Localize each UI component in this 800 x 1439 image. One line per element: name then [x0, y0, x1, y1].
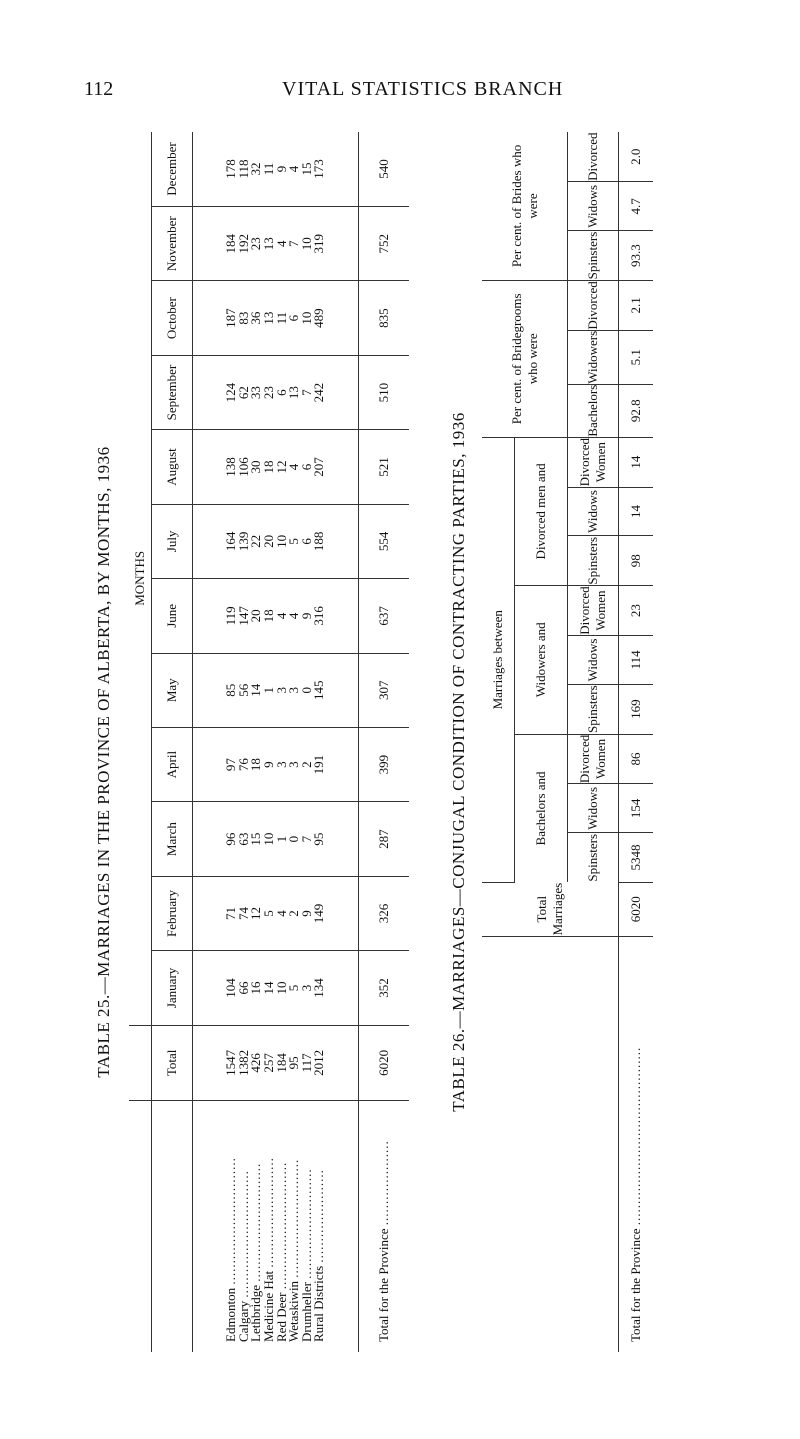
month-values-cell	[193, 355, 359, 429]
total-row-value: 540	[359, 132, 410, 207]
sub-header: Spinsters	[568, 833, 619, 883]
month-header: October	[152, 281, 193, 355]
month-value: 134	[311, 978, 327, 998]
data-value: 92.8	[619, 384, 654, 437]
month-value: 3	[286, 761, 302, 768]
sub-header: Divorced Women	[568, 586, 619, 636]
month-value: 18	[260, 609, 276, 623]
month-value: 316	[311, 606, 327, 626]
total-row-value: 352	[359, 951, 410, 1025]
month-values-cell	[193, 504, 359, 578]
month-value: 20	[248, 609, 264, 623]
data-value: 98	[619, 536, 654, 586]
page-number: 112	[84, 78, 114, 100]
table-26-caption: TABLE 26.—MARRIAGES—CONJUGAL CONDITION OF CONTRACTING PARTIES, 1936	[449, 412, 468, 1112]
month-value: 7	[286, 240, 302, 247]
month-value: 9	[298, 910, 314, 917]
month-value: 6	[298, 463, 314, 471]
month-value: 139	[235, 531, 251, 552]
total-value: 184	[273, 1053, 289, 1073]
month-value: 188	[311, 531, 327, 552]
month-value: 18	[260, 460, 276, 474]
data-value: 23	[619, 586, 654, 636]
divorced-group-header: Divorced men and	[515, 437, 568, 585]
month-values-cell	[193, 132, 359, 207]
place-header	[152, 1101, 193, 1352]
month-value: 22	[248, 534, 264, 548]
month-value: 489	[311, 308, 327, 328]
month-value: 10	[273, 534, 289, 548]
month-values-cell	[193, 579, 359, 653]
month-value: 207	[311, 457, 327, 477]
month-value: 0	[298, 687, 314, 694]
month-value: 1	[260, 687, 276, 694]
month-value: 9	[273, 165, 289, 173]
total-row-value: 399	[359, 727, 410, 801]
months-group-header: MONTHS	[129, 132, 152, 1025]
total-value: 95	[286, 1056, 302, 1070]
data-value: 93.3	[619, 231, 654, 281]
total-row-value: 521	[359, 430, 410, 504]
page-header	[0, 78, 800, 108]
month-value: 1	[273, 835, 289, 843]
place-name: Calgary ..............................	[235, 1170, 251, 1342]
month-values-cell	[193, 207, 359, 281]
month-value: 145	[311, 680, 327, 700]
sub-header: Spinsters	[568, 536, 619, 586]
month-value: 9	[260, 761, 276, 768]
month-value: 5	[286, 538, 302, 545]
total-row-value: 287	[359, 802, 410, 876]
total-value: 1382	[235, 1049, 251, 1076]
pct-brides-header: Per cent. of Brides who were	[482, 132, 568, 280]
sub-header: Spinsters	[568, 684, 619, 734]
sub-header: Divorced Women	[568, 734, 619, 784]
total-row-value: 510	[359, 355, 410, 429]
month-value: 13	[286, 386, 302, 400]
month-value: 164	[223, 531, 239, 552]
month-value: 14	[260, 981, 276, 995]
sub-header: Widowers	[568, 330, 619, 384]
month-values-cell	[193, 802, 359, 876]
month-values-cell	[193, 951, 359, 1025]
month-value: 319	[311, 233, 327, 254]
sub-header: Divorced	[568, 132, 619, 182]
month-value: 184	[223, 233, 239, 254]
month-value: 0	[286, 835, 302, 843]
month-header: March	[152, 802, 193, 876]
month-value: 104	[223, 978, 239, 998]
month-value: 3	[298, 984, 314, 992]
month-value: 20	[260, 534, 276, 548]
month-value: 10	[260, 832, 276, 846]
month-value: 242	[311, 382, 327, 403]
month-value: 4	[286, 165, 302, 173]
month-value: 191	[311, 754, 327, 775]
month-value: 4	[273, 240, 289, 247]
month-header: July	[152, 504, 193, 578]
month-value: 11	[260, 162, 276, 176]
table-25-corner	[129, 1101, 152, 1352]
month-value: 15	[298, 162, 314, 176]
month-value: 10	[298, 311, 314, 325]
month-value: 95	[311, 832, 327, 846]
total-value: 1547	[223, 1049, 239, 1076]
running-title: VITAL STATISTICS BRANCH	[282, 78, 564, 100]
month-header: June	[152, 579, 193, 653]
month-header: August	[152, 430, 193, 504]
total-value: 426	[248, 1053, 264, 1073]
table-26-conjugal-condition	[482, 132, 653, 1352]
month-header: April	[152, 727, 193, 801]
total-value: 117	[298, 1053, 314, 1073]
data-value: 114	[619, 636, 654, 685]
total-column-header: Total	[152, 1025, 193, 1100]
month-value: 3	[286, 687, 302, 694]
month-value: 12	[248, 907, 264, 921]
total-column-cell	[193, 1025, 359, 1100]
total-marriages-header: Total Marriages	[482, 882, 619, 936]
data-value: 14	[619, 437, 654, 487]
month-header: February	[152, 876, 193, 950]
data-value: 5348	[619, 833, 654, 883]
month-value: 33	[248, 386, 264, 400]
month-value: 2	[298, 761, 314, 768]
total-row-value: 637	[359, 579, 410, 653]
month-value: 3	[273, 687, 289, 694]
data-value: 154	[619, 784, 654, 833]
total-row-value: 326	[359, 876, 410, 950]
data-value: 86	[619, 734, 654, 784]
month-value: 13	[260, 311, 276, 325]
month-value: 18	[248, 758, 264, 772]
month-values-cell	[193, 653, 359, 727]
sub-header: Divorced	[568, 280, 619, 330]
sub-header: Widows	[568, 182, 619, 231]
month-value: 192	[235, 233, 251, 254]
place-name: Wetaskiwin ............................	[286, 1158, 302, 1342]
total-row-value: 554	[359, 504, 410, 578]
month-value: 74	[235, 907, 251, 921]
month-value: 76	[235, 758, 251, 772]
month-value: 7	[298, 389, 314, 396]
month-header: September	[152, 355, 193, 429]
total-row-value: 835	[359, 281, 410, 355]
month-value: 4	[286, 612, 302, 620]
month-value: 4	[286, 463, 302, 471]
month-value: 56	[235, 683, 251, 697]
table-25-marriages-by-months	[129, 132, 409, 1352]
month-value: 3	[273, 761, 289, 768]
rotated-tables-sheet	[84, 132, 760, 1392]
month-value: 138	[223, 457, 239, 477]
sub-header: Bachelors	[568, 384, 619, 437]
month-value: 97	[223, 758, 239, 772]
month-value: 62	[235, 386, 251, 400]
month-value: 5	[286, 984, 302, 992]
month-value: 124	[223, 382, 239, 403]
month-value: 71	[223, 907, 239, 921]
total-row-value: 752	[359, 207, 410, 281]
month-value: 15	[248, 832, 264, 846]
month-value: 10	[298, 237, 314, 251]
month-value: 96	[223, 832, 239, 846]
month-header: May	[152, 653, 193, 727]
table-25-caption: TABLE 25.—MARRIAGES IN THE PROVINCE OF ALBERTA, BY MONTHS, 1936	[94, 446, 113, 1078]
province-total-label: Total for the Province ..........................................	[619, 936, 654, 1352]
month-value: 119	[223, 606, 239, 626]
month-value: 6	[273, 389, 289, 396]
month-values-cell	[193, 876, 359, 950]
month-value: 7	[298, 835, 314, 843]
month-value: 5	[260, 910, 276, 917]
month-value: 63	[235, 832, 251, 846]
marriages-between-header: Marriages between	[482, 437, 515, 882]
place-name: Edmonton ..............................	[223, 1157, 239, 1342]
month-value: 6	[286, 314, 302, 322]
data-value: 5.1	[619, 330, 654, 384]
place-name: Rural Districts ......................	[311, 1169, 327, 1342]
month-value: 4	[273, 612, 289, 620]
data-value: 169	[619, 684, 654, 734]
month-value: 6	[298, 538, 314, 545]
sub-header: Spinsters	[568, 231, 619, 281]
month-value: 23	[248, 237, 264, 251]
place-name: Lethbridge ............................	[248, 1162, 264, 1342]
month-value: 85	[223, 683, 239, 697]
month-value: 13	[260, 237, 276, 251]
month-value: 66	[235, 981, 251, 995]
data-value: 6020	[619, 882, 654, 936]
row-label-header	[482, 936, 619, 1352]
month-header: January	[152, 951, 193, 1025]
month-value: 83	[235, 311, 251, 325]
table-25-corner-total	[129, 1025, 152, 1100]
data-value: 2.0	[619, 132, 654, 182]
data-value: 14	[619, 487, 654, 536]
month-value: 173	[311, 159, 327, 179]
month-value: 23	[260, 386, 276, 400]
month-value: 149	[311, 903, 327, 924]
sub-header: Widows	[568, 784, 619, 833]
month-value: 178	[223, 159, 239, 179]
total-value: 2012	[311, 1049, 327, 1076]
place-name: Medicine Hat ..........................	[260, 1157, 276, 1342]
month-value: 36	[248, 311, 264, 325]
place-names-cell	[193, 1101, 359, 1352]
month-value: 4	[273, 910, 289, 917]
pct-bridegrooms-header: Per cent. of Bridegrooms who were	[482, 280, 568, 437]
month-value: 32	[248, 162, 264, 176]
month-value: 12	[273, 460, 289, 474]
total-value: 257	[260, 1053, 276, 1073]
widowers-group-header: Widowers and	[515, 586, 568, 734]
month-value: 30	[248, 460, 264, 474]
month-value: 10	[273, 981, 289, 995]
month-value: 9	[298, 612, 314, 620]
total-row-value: 307	[359, 653, 410, 727]
month-value: 14	[248, 683, 264, 697]
month-value: 118	[235, 159, 251, 179]
place-name: Drumheller ..........................	[298, 1168, 314, 1342]
place-name: Red Deer ..............................	[273, 1161, 289, 1342]
month-value: 106	[235, 457, 251, 477]
sub-header: Divorced Women	[568, 437, 619, 487]
data-value: 4.7	[619, 182, 654, 231]
month-value: 2	[286, 910, 302, 917]
data-value: 2.1	[619, 280, 654, 330]
month-value: 147	[235, 606, 251, 626]
month-value: 11	[273, 311, 289, 325]
month-value: 16	[248, 981, 264, 995]
sub-header: Widows	[568, 636, 619, 685]
bachelors-group-header: Bachelors and	[515, 734, 568, 882]
month-values-cell	[193, 430, 359, 504]
total-row-value: 6020	[359, 1025, 410, 1100]
total-row-label: Total for the Province ....................	[376, 1140, 391, 1342]
month-header: November	[152, 207, 193, 281]
month-values-cell	[193, 281, 359, 355]
month-values-cell	[193, 727, 359, 801]
sub-header: Widows	[568, 487, 619, 536]
month-value: 187	[223, 308, 239, 328]
month-header: December	[152, 132, 193, 207]
